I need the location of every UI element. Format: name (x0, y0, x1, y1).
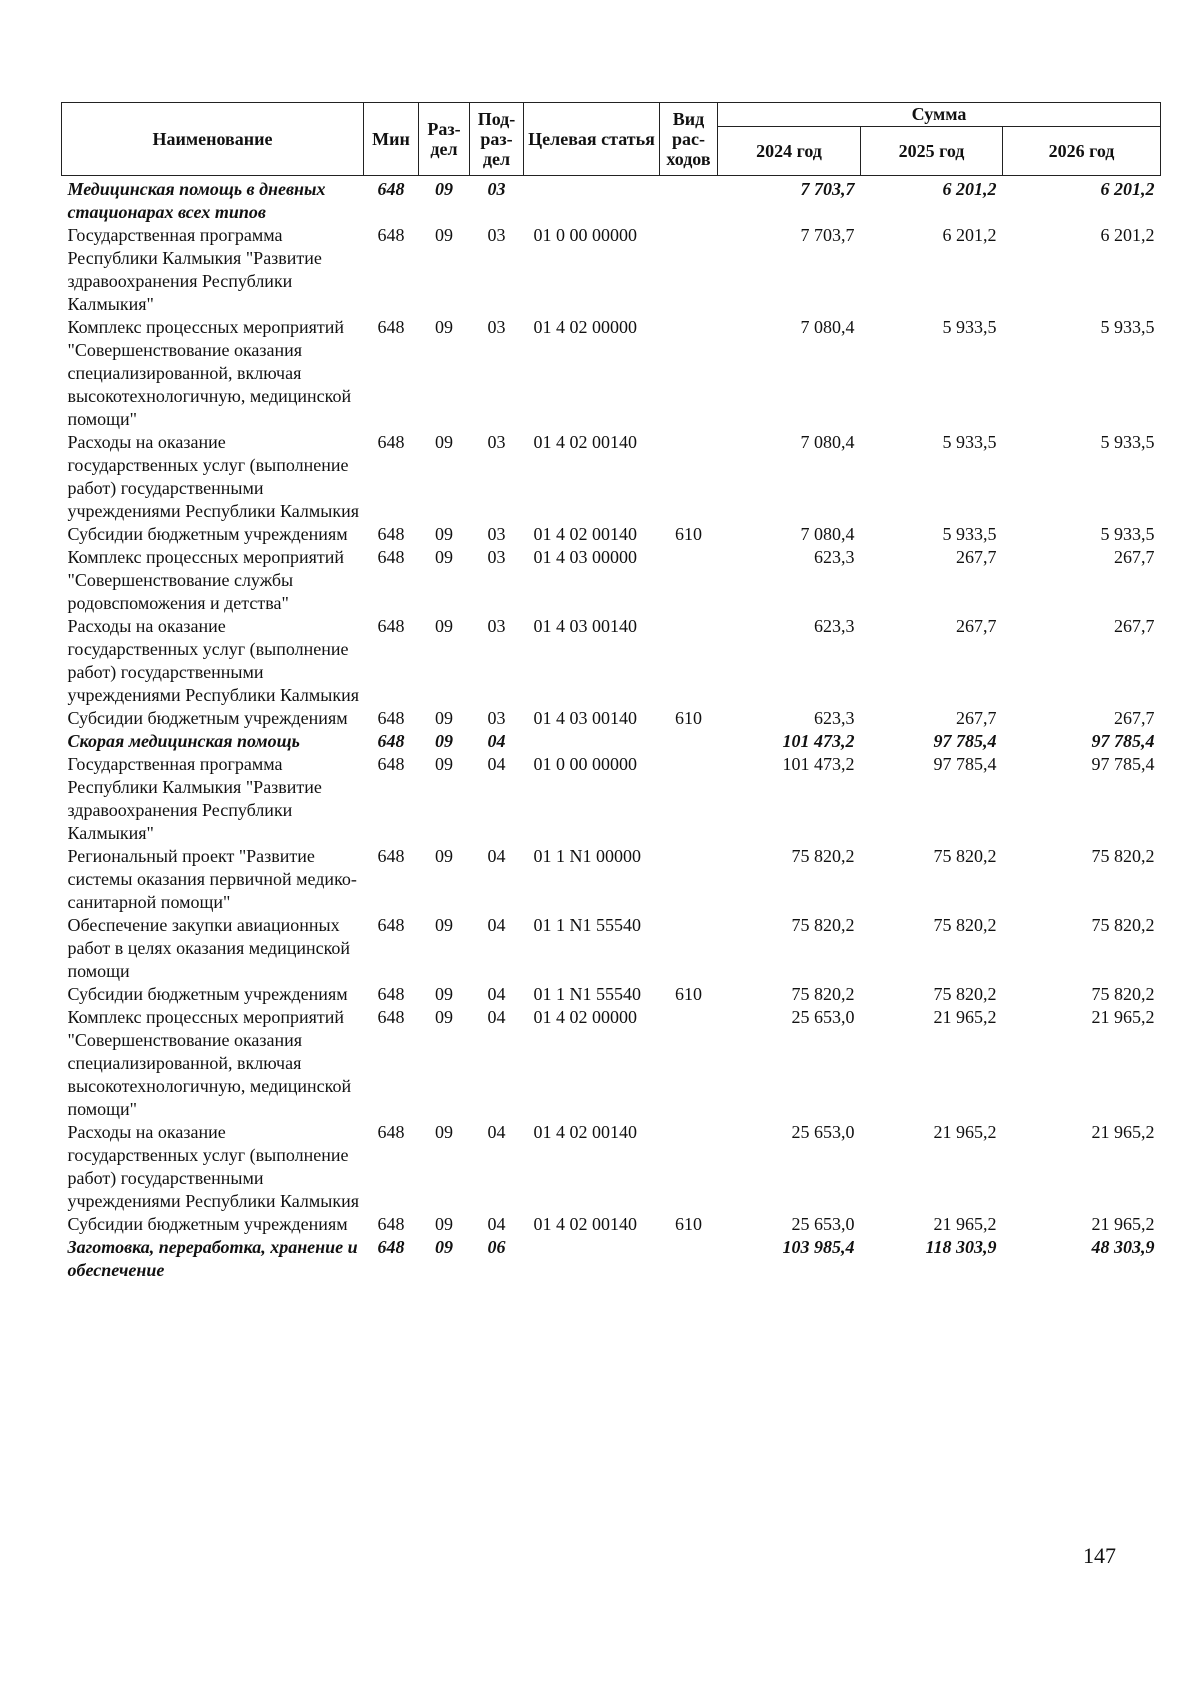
table-body (62, 176, 1161, 1283)
cell-name: Субсидии бюджетным учреждениям (67, 1214, 348, 1234)
cell-cs (524, 1236, 660, 1282)
cell-y2026: 5 933,5 (1100, 524, 1155, 544)
table-row (62, 845, 1161, 914)
cell-y2025: 267,7 (956, 616, 997, 636)
cell-rz: 09 (435, 915, 453, 935)
cell-y2026: 21 965,2 (1091, 1214, 1155, 1234)
cell-min: 648 (377, 1007, 405, 1027)
cell-y2024: 7 703,7 (800, 225, 855, 245)
cell-prz: 03 (487, 317, 506, 337)
table-row (62, 176, 1161, 225)
header-min: Мин (364, 103, 419, 176)
cell-vr (660, 615, 718, 707)
cell-vr (660, 753, 718, 845)
cell-name: Расходы на оказание государственных услуг (выполнение работ) государственными учреждениями Республики Калмыкия (67, 432, 360, 521)
cell-rz: 09 (435, 432, 453, 452)
cell-rz: 09 (435, 1237, 453, 1257)
cell-y2024: 103 985,4 (782, 1237, 855, 1257)
cell-rz: 09 (435, 547, 453, 567)
cell-cs: 01 0 00 00000 (533, 225, 637, 245)
cell-y2025: 6 201,2 (942, 179, 997, 199)
cell-vr: 610 (675, 524, 702, 544)
cell-rz: 09 (435, 1122, 453, 1142)
cell-cs: 01 4 02 00140 (533, 1122, 637, 1142)
cell-vr (660, 316, 718, 431)
cell-y2024: 75 820,2 (791, 915, 855, 935)
cell-rz: 09 (435, 708, 453, 728)
cell-y2024: 7 080,4 (800, 317, 855, 337)
cell-y2024: 7 703,7 (800, 179, 855, 199)
table-row (62, 1006, 1161, 1121)
cell-name: Субсидии бюджетным учреждениям (67, 984, 348, 1004)
cell-y2025: 21 965,2 (933, 1122, 997, 1142)
cell-rz: 09 (435, 754, 453, 774)
cell-y2026: 5 933,5 (1100, 317, 1155, 337)
cell-y2025: 75 820,2 (933, 915, 997, 935)
cell-min: 648 (377, 179, 405, 199)
header-target: Целевая статья (524, 103, 660, 176)
cell-prz: 04 (487, 915, 506, 935)
header-podrazdel: Под-раз-дел (470, 103, 524, 176)
cell-name: Расходы на оказание государственных услуг (выполнение работ) государственными учреждениями Республики Калмыкия (67, 616, 360, 705)
header-name: Наименование (62, 103, 364, 176)
cell-name: Обеспечение закупки авиационных работ в целях оказания медицинской помощи (67, 915, 351, 981)
cell-min: 648 (377, 524, 405, 544)
cell-name: Государственная программа Республики Калмыкия "Развитие здравоохранения Республики Калмыкия" (67, 754, 322, 843)
cell-vr (660, 1006, 718, 1121)
cell-y2025: 21 965,2 (933, 1007, 997, 1027)
cell-y2025: 21 965,2 (933, 1214, 997, 1234)
cell-rz: 09 (435, 616, 453, 636)
cell-prz: 04 (487, 1214, 506, 1234)
cell-name: Комплекс процессных мероприятий "Совершенствование службы родовспоможения и детства" (67, 547, 345, 613)
cell-y2025: 6 201,2 (942, 225, 997, 245)
cell-y2026: 48 303,9 (1091, 1237, 1155, 1257)
cell-y2026: 97 785,4 (1091, 754, 1155, 774)
cell-rz: 09 (435, 179, 453, 199)
cell-prz: 04 (487, 846, 506, 866)
cell-prz: 03 (487, 708, 506, 728)
cell-name: Комплекс процессных мероприятий "Совершенствование оказания специализированной, включая высокотехнологичную, медицинской помощи" (67, 317, 352, 429)
cell-cs: 01 4 02 00000 (533, 317, 637, 337)
cell-vr: 610 (675, 1214, 702, 1234)
cell-name: Заготовка, переработка, хранение и обеспечение (67, 1237, 358, 1280)
cell-vr: 610 (675, 984, 702, 1004)
cell-prz: 04 (487, 731, 506, 751)
cell-min: 648 (377, 731, 405, 751)
cell-min: 648 (377, 432, 405, 452)
cell-cs: 01 4 03 00000 (533, 547, 637, 567)
cell-y2024: 101 473,2 (782, 731, 855, 751)
header-vid: Вид рас-ходов (660, 103, 718, 176)
cell-vr (660, 176, 718, 225)
table-row (62, 1213, 1161, 1236)
cell-prz: 03 (487, 616, 506, 636)
cell-y2025: 5 933,5 (942, 432, 997, 452)
cell-name: Государственная программа Республики Калмыкия "Развитие здравоохранения Республики Калмыкия" (67, 225, 322, 314)
cell-y2024: 25 653,0 (791, 1122, 855, 1142)
cell-y2025: 75 820,2 (933, 846, 997, 866)
cell-rz: 09 (435, 984, 453, 1004)
cell-min: 648 (377, 1237, 405, 1257)
cell-y2026: 75 820,2 (1091, 846, 1155, 866)
table-header (62, 103, 1161, 176)
cell-rz: 09 (435, 1007, 453, 1027)
cell-cs: 01 1 N1 55540 (533, 984, 641, 1004)
table-row (62, 730, 1161, 753)
table-row (62, 224, 1161, 316)
cell-min: 648 (377, 616, 405, 636)
table-row (62, 523, 1161, 546)
table-row (62, 707, 1161, 730)
table-row (62, 615, 1161, 707)
cell-prz: 04 (487, 1007, 506, 1027)
cell-min: 648 (377, 1122, 405, 1142)
cell-cs (524, 176, 660, 225)
cell-cs: 01 0 00 00000 (533, 754, 637, 774)
cell-y2026: 75 820,2 (1091, 984, 1155, 1004)
cell-rz: 09 (435, 846, 453, 866)
cell-name: Региональный проект "Развитие системы оказания первичной медико-санитарной помощи" (67, 846, 357, 912)
cell-y2024: 623,3 (814, 616, 855, 636)
budget-table (61, 102, 1161, 1282)
cell-prz: 04 (487, 754, 506, 774)
cell-y2024: 75 820,2 (791, 846, 855, 866)
cell-cs: 01 1 N1 55540 (533, 915, 641, 935)
table-row (62, 316, 1161, 431)
cell-y2025: 118 303,9 (925, 1237, 997, 1257)
cell-y2024: 7 080,4 (800, 524, 855, 544)
table-row (62, 914, 1161, 983)
cell-cs: 01 1 N1 00000 (533, 846, 641, 866)
page-number: 147 (1083, 1543, 1116, 1568)
cell-y2025: 97 785,4 (933, 731, 997, 751)
cell-y2024: 7 080,4 (800, 432, 855, 452)
cell-vr (660, 431, 718, 523)
cell-prz: 03 (487, 432, 506, 452)
cell-cs: 01 4 03 00140 (533, 616, 637, 636)
cell-cs: 01 4 02 00140 (533, 1214, 637, 1234)
cell-rz: 09 (435, 225, 453, 245)
cell-y2026: 6 201,2 (1100, 225, 1155, 245)
header-2024: 2024 год (718, 126, 861, 175)
cell-y2026: 21 965,2 (1091, 1007, 1155, 1027)
cell-y2025: 267,7 (956, 708, 997, 728)
cell-min: 648 (377, 846, 405, 866)
cell-y2026: 75 820,2 (1091, 915, 1155, 935)
cell-vr (660, 1121, 718, 1213)
cell-y2025: 5 933,5 (942, 524, 997, 544)
cell-y2025: 5 933,5 (942, 317, 997, 337)
header-razdel: Раз-дел (419, 103, 470, 176)
header-2026: 2026 год (1003, 126, 1161, 175)
cell-min: 648 (377, 754, 405, 774)
table-row (62, 1236, 1161, 1282)
cell-vr (660, 845, 718, 914)
cell-y2025: 97 785,4 (933, 754, 997, 774)
cell-name: Расходы на оказание государственных услуг (выполнение работ) государственными учреждениями Республики Калмыкия (67, 1122, 360, 1211)
cell-cs: 01 4 02 00140 (533, 432, 637, 452)
header-2025: 2025 год (861, 126, 1003, 175)
cell-cs: 01 4 02 00000 (533, 1007, 637, 1027)
cell-y2026: 267,7 (1114, 708, 1155, 728)
cell-min: 648 (377, 317, 405, 337)
cell-y2026: 267,7 (1114, 547, 1155, 567)
cell-vr (660, 224, 718, 316)
cell-vr (660, 546, 718, 615)
cell-y2024: 101 473,2 (782, 754, 855, 774)
cell-y2024: 623,3 (814, 547, 855, 567)
cell-y2026: 5 933,5 (1100, 432, 1155, 452)
cell-rz: 09 (435, 317, 453, 337)
cell-prz: 03 (487, 524, 506, 544)
table-row (62, 1121, 1161, 1213)
cell-y2024: 25 653,0 (791, 1007, 855, 1027)
cell-y2026: 97 785,4 (1091, 731, 1155, 751)
cell-min: 648 (377, 984, 405, 1004)
cell-prz: 03 (487, 225, 506, 245)
cell-min: 648 (377, 225, 405, 245)
cell-y2026: 6 201,2 (1100, 179, 1155, 199)
cell-name: Медицинская помощь в дневных стационарах всех типов (67, 179, 326, 222)
table-row (62, 431, 1161, 523)
cell-min: 648 (377, 915, 405, 935)
table-row (62, 753, 1161, 845)
cell-prz: 06 (487, 1237, 506, 1257)
cell-rz: 09 (435, 731, 453, 751)
cell-rz: 09 (435, 524, 453, 544)
cell-y2024: 623,3 (814, 708, 855, 728)
cell-y2024: 75 820,2 (791, 984, 855, 1004)
cell-y2025: 75 820,2 (933, 984, 997, 1004)
cell-prz: 04 (487, 1122, 506, 1142)
cell-prz: 03 (487, 547, 506, 567)
cell-y2024: 25 653,0 (791, 1214, 855, 1234)
cell-min: 648 (377, 1214, 405, 1234)
cell-cs: 01 4 03 00140 (533, 708, 637, 728)
cell-name: Скорая медицинская помощь (67, 731, 300, 751)
cell-min: 648 (377, 547, 405, 567)
cell-cs: 01 4 02 00140 (533, 524, 637, 544)
cell-cs (524, 730, 660, 753)
cell-vr (660, 1236, 718, 1282)
cell-vr (660, 730, 718, 753)
cell-y2025: 267,7 (956, 547, 997, 567)
cell-prz: 04 (487, 984, 506, 1004)
table-row (62, 546, 1161, 615)
cell-prz: 03 (487, 179, 506, 199)
cell-min: 648 (377, 708, 405, 728)
cell-vr: 610 (675, 708, 702, 728)
cell-rz: 09 (435, 1214, 453, 1234)
table-row (62, 983, 1161, 1006)
cell-name: Комплекс процессных мероприятий "Совершенствование оказания специализированной, включая высокотехнологичную, медицинской помощи" (67, 1007, 352, 1119)
cell-y2026: 21 965,2 (1091, 1122, 1155, 1142)
cell-y2026: 267,7 (1114, 616, 1155, 636)
header-summa: Сумма (718, 103, 1161, 127)
cell-vr (660, 914, 718, 983)
cell-name: Субсидии бюджетным учреждениям (67, 524, 348, 544)
cell-name: Субсидии бюджетным учреждениям (67, 708, 348, 728)
